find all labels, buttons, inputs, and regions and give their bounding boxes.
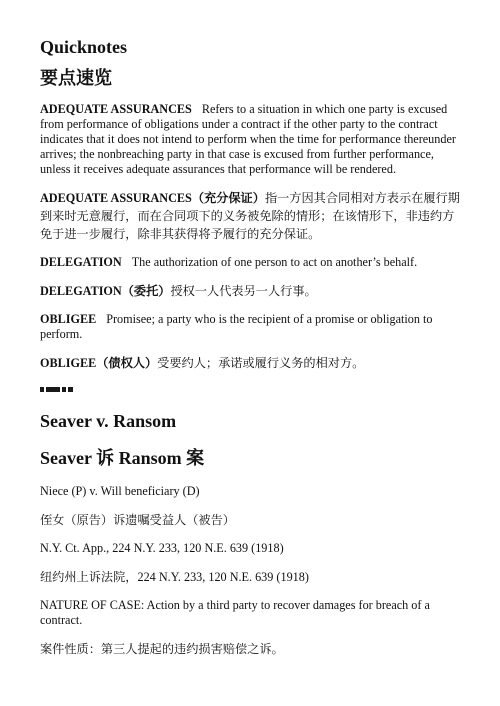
entry-definition: Promisee; a party who is the recipient of a promise or obligation to perform. bbox=[40, 312, 433, 341]
entry-definition-zh: 授权一人代表另一人行事。 bbox=[170, 284, 317, 298]
case-court-citation-zh: 纽约州上诉法院，224 N.Y. 233, 120 N.E. 639 (1918) bbox=[40, 570, 309, 584]
case-title-zh-party1: Seaver bbox=[40, 448, 92, 468]
case-nature: NATURE OF CASE: Action by a third party to recover damages for breach of a contract. bbox=[40, 598, 430, 627]
entry-delegation-zh bbox=[40, 282, 460, 300]
entry-term-zh: ADEQUATE ASSURANCES（充分保证） bbox=[40, 191, 265, 205]
entry-definition-zh: 指一方因其合同相对方表示在履行期到来时无意履行，而在合同项下的义务被免除的情形；在该情形下，非违约方免于进一步履行，除非其获得将予履行的充分保证。 bbox=[40, 191, 460, 241]
entry-definition: The authorization of one person to act on another’s behalf. bbox=[131, 255, 418, 269]
case-court-citation: N.Y. Ct. App., 224 N.Y. 233, 120 N.E. 639 (1918) bbox=[40, 541, 284, 555]
quicknotes-title-zh: 要点速览 bbox=[40, 68, 112, 88]
entry-definition: Refers to a situation in which one party is excused from performance of obligations under a contract if the other party to the contract indicates that it does not intend to perform when the time for performance thereunder arrives; the nonbreaching party in that case is excused from further performance, unless it receives adequate assurances that performance will be rendered. bbox=[40, 102, 456, 176]
case-nature-zh: 案件性质：第三人提起的违约损害赔偿之诉。 bbox=[40, 642, 284, 656]
entry-obligee bbox=[40, 312, 460, 342]
case-title: Seaver v. Ransom bbox=[40, 411, 177, 431]
entry-term: DELEGATION bbox=[40, 255, 122, 269]
entry-adequate-assurances bbox=[40, 102, 460, 177]
case-parties-zh: 侄女（原告）诉遗嘱受益人（被告） bbox=[40, 513, 235, 527]
case-title-zh bbox=[40, 446, 460, 470]
entry-term-zh: OBLIGEE（债权人） bbox=[40, 356, 158, 370]
entry-delegation bbox=[40, 255, 460, 270]
entry-term: ADEQUATE ASSURANCES bbox=[40, 102, 192, 116]
quicknotes-title: Quicknotes bbox=[40, 37, 128, 57]
case-title-zh-suffix: 案 bbox=[186, 448, 205, 468]
section-divider-ornament bbox=[40, 386, 460, 392]
entry-term: OBLIGEE bbox=[40, 312, 97, 326]
case-title-zh-party2: Ransom bbox=[118, 448, 182, 468]
entry-definition-zh: 受要约人；承诺或履行义务的相对方。 bbox=[157, 356, 365, 370]
entry-adequate-assurances-zh bbox=[40, 189, 460, 243]
case-parties: Niece (P) v. Will beneficiary (D) bbox=[40, 484, 200, 498]
entry-obligee-zh bbox=[40, 354, 460, 372]
case-title-zh-versus: 诉 bbox=[96, 448, 115, 468]
entry-term-zh: DELEGATION（委托） bbox=[40, 284, 171, 298]
